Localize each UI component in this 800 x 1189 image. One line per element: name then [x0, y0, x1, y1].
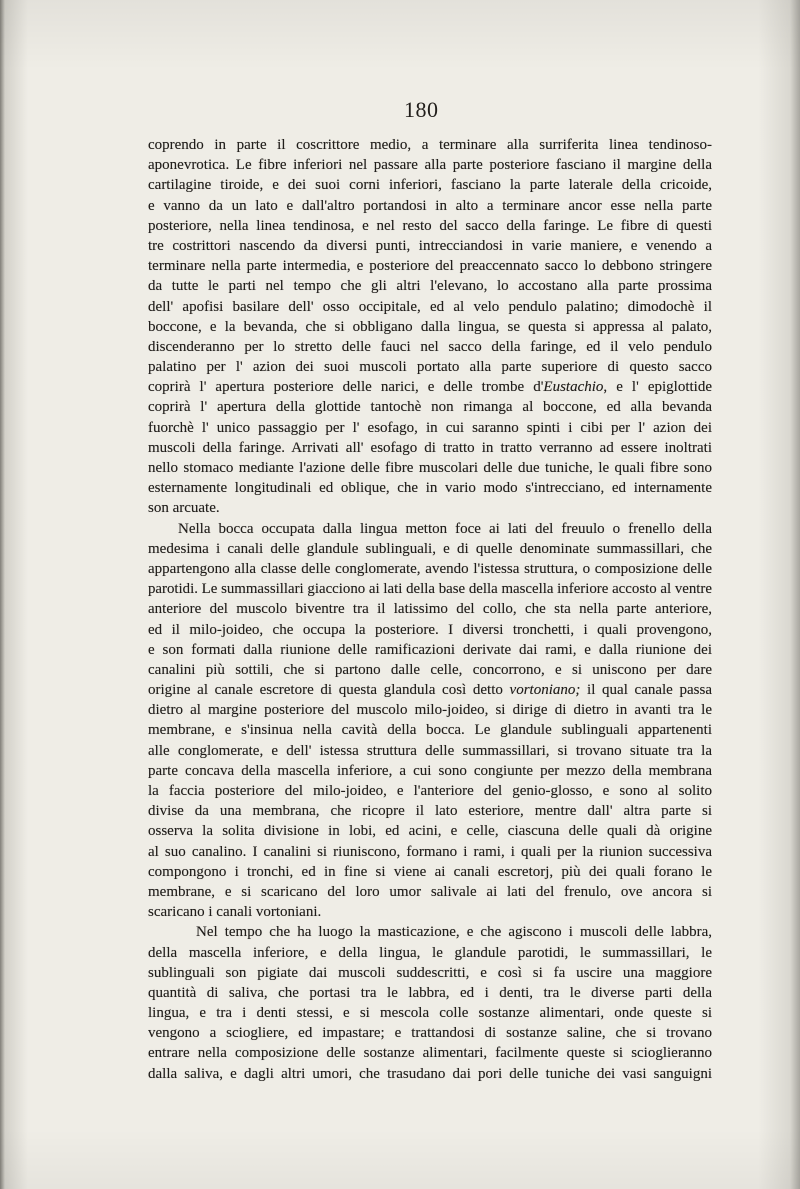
- line-text: medesima i canali delle glandule sublinguali, e di quelle denominate summassillari, che: [148, 540, 712, 557]
- line-segment: il qual canale passa: [580, 682, 712, 699]
- text-line: [148, 821, 712, 841]
- line-text: entrare nella composizione delle sostanze alimentari, facilmente queste si scioglieranno: [148, 1045, 712, 1062]
- line-text: vengono a sciogliere, ed impastare; e trattandosi di sostanze saline, che si trovano: [148, 1025, 712, 1042]
- text-line: [148, 963, 712, 983]
- text-line: [148, 397, 712, 417]
- text-line: [148, 882, 712, 902]
- line-text: e son formati dalla riunione delle ramificazioni derivate dai rami, e dalla riunione dei: [148, 641, 712, 658]
- line-text: Nel tempo che ha luogo la masticazione, e che agiscono i muscoli delle labbra,: [196, 924, 712, 941]
- line-text: anteriore del muscolo biventre tra il latissimo del collo, che sta nella parte anteriore,: [148, 601, 712, 618]
- text-line: [148, 519, 712, 539]
- line-text: membrane, e si scaricano del loro umor salivale ai lati del frenulo, ove ancora si: [148, 883, 712, 900]
- line-text: coprirà l' apertura della glottide tantochè non rimanga al boccone, ed alla bevanda: [148, 399, 712, 416]
- text-line: [148, 418, 712, 438]
- text-line: [148, 135, 712, 155]
- text-line: [148, 216, 712, 236]
- line-text: membrane, e s'insinua nella cavità della bocca. Le glandule sublinguali appartenenti: [148, 722, 712, 739]
- text-line: [148, 236, 712, 256]
- text-line: [148, 801, 712, 821]
- text-line: [148, 337, 712, 357]
- line-text: dietro al margine posteriore del muscolo milo-joideo, si dirige di dietro in avanti tra le: [148, 702, 712, 719]
- text-line: [148, 700, 712, 720]
- text-line: [148, 498, 712, 518]
- text-line: [148, 720, 712, 740]
- line-text: divise da una membrana, che ricopre il lato esteriore, mentre dall' altra parte si: [148, 803, 712, 820]
- line-segment: , e l' epiglottide: [603, 379, 712, 396]
- text-line: [148, 317, 712, 337]
- italic-term: Eustachio: [543, 379, 604, 396]
- text-line: [148, 175, 712, 195]
- text-line: [148, 842, 712, 862]
- text-line: [148, 478, 712, 498]
- italic-term: vortoniano;: [509, 682, 581, 699]
- page-number: 180: [404, 97, 439, 122]
- line-text: dell' apofisi basilare dell' osso occipitale, ed al velo pendulo palatino; dimodochè il: [148, 298, 712, 315]
- line-text: scaricano i canali vortoniani.: [148, 904, 322, 921]
- text-line: [148, 902, 712, 922]
- text-line: [148, 297, 712, 317]
- text-line: [148, 922, 712, 942]
- line-text: la faccia posteriore del milo-joideo, e l'anteriore del genio-glosso, e sono al solito: [148, 783, 712, 799]
- text-line: [148, 660, 712, 680]
- line-text: ed il milo-joideo, che occupa la posteriore. I diversi tronchetti, i quali provengono,: [148, 621, 712, 638]
- line-text: lingua, e tra i denti stessi, e si mescola colle sostanze alimentari, onde queste si: [148, 1005, 712, 1022]
- text-line: [148, 741, 712, 761]
- text-line: [148, 155, 712, 175]
- text-line: [148, 579, 712, 599]
- line-text: alle conglomerate, e dell' istessa struttura delle summassillari, si trovano situate tra la: [148, 742, 712, 759]
- text-line: [148, 680, 712, 700]
- text-line: [148, 1043, 712, 1063]
- line-text: aponevrotica. Le fibre inferiori nel passare alla parte posteriore fasciano il margine della: [148, 157, 712, 174]
- line-text: appartengono alla classe delle conglomerate, avendo l'istessa struttura, o composizione delle: [148, 560, 712, 577]
- text-line: [148, 1064, 712, 1084]
- line-text: osserva la solita divisione in lobi, ed acini, e celle, ciascuna delle quali dà origine: [148, 823, 712, 840]
- line-text: Nella bocca occupata dalla lingua metton foce ai lati del freuulo o frenello della: [178, 520, 712, 537]
- line-text: palatino per l' azion dei suoi muscoli portato alla parte superiore di questo sacco: [148, 359, 712, 376]
- line-text: [148, 379, 712, 395]
- line-text: della mascella inferiore, e della lingua, le glandule parotidi, le summassillari, le: [148, 944, 712, 961]
- line-text: quantità di saliva, che portasi tra le labbra, ed i denti, tra le diverse parti della: [148, 984, 712, 1001]
- line-text: terminare nella parte intermedia, e posteriore del preaccennato sacco lo debbono stringere: [148, 258, 712, 275]
- paragraph: [148, 922, 712, 1084]
- line-text: son arcuate.: [148, 500, 220, 517]
- text-line: [148, 539, 712, 559]
- line-segment: coprirà l' apertura posteriore delle narici, e delle trombe d': [148, 379, 544, 396]
- line-text: posteriore, nella linea tendinosa, e nel resto del sacco della faringe. Le fibre di questi: [148, 217, 712, 234]
- text-line: [148, 1003, 712, 1023]
- line-text: compongono i tronchi, ed in fine si viene ai canali escretorj, più dei quali forano le: [148, 863, 712, 880]
- line-text: da tutte le parti nel tempo che gli altri l'elevano, lo accostano alla parte prossima: [148, 278, 712, 295]
- line-text: parotidi. Le summassillari giacciono ai lati della base della mascella inferiore accosto al ventre: [148, 581, 712, 598]
- text-line: [148, 458, 712, 478]
- line-text: coprendo in parte il coscrittore medio, a terminare alla surriferita linea tendinoso-: [148, 137, 712, 153]
- line-text: fuorchè l' unico passaggio per l' esofago, in cui saranno spinti i cibi per l' azion dei: [148, 419, 712, 436]
- text-line: [148, 943, 712, 963]
- text-line: [148, 862, 712, 882]
- line-text: [148, 682, 712, 698]
- paragraph: [148, 519, 712, 923]
- paragraph: [148, 135, 712, 519]
- text-line: [148, 196, 712, 216]
- line-text: al suo canalino. I canalini si riuniscono, formano i rami, i quali per la riunion successiva: [148, 843, 712, 860]
- line-text: nello stomaco mediante l'azione delle fibre muscolari delle due tuniche, le quali fibre sono: [148, 460, 712, 476]
- line-text: boccone, e la bevanda, che si obbligano dalla lingua, se questa si appressa al palato,: [148, 318, 712, 335]
- line-text: dalla saliva, e dagli altri umori, che trasudano dai pori delle tuniche dei vasi sanguigni: [148, 1065, 712, 1082]
- text-line: [148, 781, 712, 801]
- text-line: [148, 256, 712, 276]
- body-text: [148, 135, 712, 1084]
- text-line: [148, 1023, 712, 1043]
- line-text: muscoli della faringe. Arrivati all' esofago di tratto in tratto verranno ad essere inoltrati: [148, 439, 712, 456]
- text-line: [148, 438, 712, 458]
- line-text: esternamente longitudinali ed oblique, che in vario modo s'intrecciano, ed internamente: [148, 480, 712, 497]
- text-line: [148, 599, 712, 619]
- line-text: sublinguali son pigiate dai muscoli suddescritti, e così si fa uscire una maggiore: [148, 964, 712, 981]
- text-line: [148, 276, 712, 296]
- line-text: parte concava della mascella inferiore, a cui sono congiunte per mezzo della membrana: [148, 762, 712, 779]
- line-text: cartilagine tiroide, e dei suoi corni inferiori, fasciano la parte laterale della cricoide,: [148, 177, 712, 194]
- line-text: canalini più sottili, che si partono dalle celle, concorrono, e si uniscono per dare: [148, 661, 712, 678]
- line-text: discenderanno per lo stretto delle fauci nel sacco della faringe, ed il velo pendulo: [148, 338, 712, 355]
- text-line: [148, 983, 712, 1003]
- text-line: [148, 640, 712, 660]
- text-line: [148, 377, 712, 397]
- text-line: [148, 559, 712, 579]
- line-segment: origine al canale escretore di questa glandula così detto: [148, 682, 510, 699]
- text-line: [148, 620, 712, 640]
- text-line: [148, 357, 712, 377]
- line-text: tre costrittori nascendo da diversi punti, intrecciandosi in varie maniere, e venendo a: [148, 237, 712, 254]
- line-text: e vanno da un lato e dall'altro portandosi in alto a terminare ancor esse nella parte: [148, 197, 712, 214]
- text-line: [148, 761, 712, 781]
